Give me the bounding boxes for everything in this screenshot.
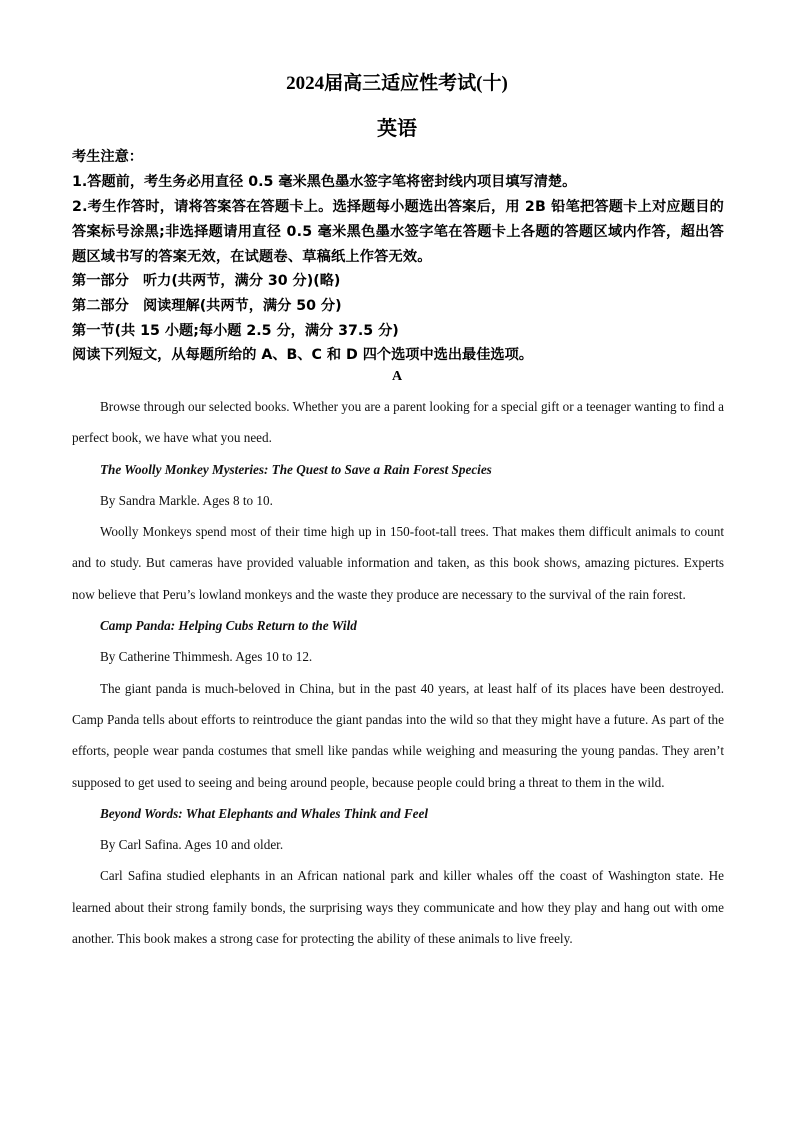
notice-item-2: 2.考生作答时，请将答案答在答题卡上。选择题每小题选出答案后，用 2B 铅笔把答题卡上对应题目的答案标号涂黑;非选择题请用直径 0.5 毫米黑色墨水签字笔在答题卡上各题的答题区域内作答，超出答题区域书写的答案无效，在试题卷、草稿纸上作答无效。 <box>72 199 724 265</box>
part2-heading: 第二部分 阅读理解(共两节，满分 50 分) <box>72 298 342 314</box>
book-byline-2: By Catherine Thimmesh. Ages 10 to 12. <box>100 649 313 665</box>
exam-title: 2024届高三适应性考试(十) <box>286 73 508 94</box>
section1-heading: 第一节(共 15 小题;每小题 2.5 分，满分 37.5 分) <box>72 323 399 339</box>
book-text-3: Carl Safina studied elephants in an African national park and killer whales off the coast of Washington state. He learned about their strong family bonds, the surprising ways they communicate and how they play and hang out with ome another. This book makes a strong case for protecting the ability of these animals to live freely. <box>72 868 724 947</box>
book-text-2: The giant panda is much-beloved in China, but in the past 40 years, at least half of its places have been destroyed. Camp Panda tells about efforts to reintroduce the giant pandas into the wild so that they might have a future. As part of the efforts, people wear panda costumes that smell like pandas while weighing and measuring the young pandas. They aren’t supposed to get used to seeing and being around people, because people could bring a threat to them in the wild. <box>72 680 724 790</box>
book-byline-1: By Sandra Markle. Ages 8 to 10. <box>100 492 273 508</box>
subject-title: 英语 <box>377 118 417 140</box>
book-title-1: The Woolly Monkey Mysteries: The Quest to Save a Rain Forest Species <box>100 461 492 477</box>
book-byline-3: By Carl Safina. Ages 10 and older. <box>100 837 284 853</box>
passage-intro: Browse through our selected books. Whether you are a parent looking for a special gift or a teenager wanting to find a perfect book, we have what you need. <box>72 399 724 446</box>
part1-heading: 第一部分 听力(共两节，满分 30 分)(略) <box>72 273 341 289</box>
passage-body <box>72 391 724 954</box>
notice-heading: 考生注意： <box>72 149 143 165</box>
notice-item-1: 1.答题前，考生务必用直径 0.5 毫米黑色墨水签字笔将密封线内项目填写清楚。 <box>72 174 577 190</box>
instruction-text: 阅读下列短文，从每题所给的 A、B、C 和 D 四个选项中选出最佳选项。 <box>72 347 533 363</box>
book-title-3: Beyond Words: What Elephants and Whales Think and Feel <box>100 805 429 821</box>
book-title-2: Camp Panda: Helping Cubs Return to the Wild <box>100 618 357 634</box>
book-text-1: Woolly Monkeys spend most of their time high up in 150-foot-tall trees. That makes them difficult animals to count and to study. But cameras have provided valuable information and taken, as this book shows, amazing pictures. Experts now believe that Peru’s lowland monkeys and the waste they produce are necessary to the survival of the rain forest. <box>72 524 724 602</box>
passage-label: A <box>391 369 403 384</box>
